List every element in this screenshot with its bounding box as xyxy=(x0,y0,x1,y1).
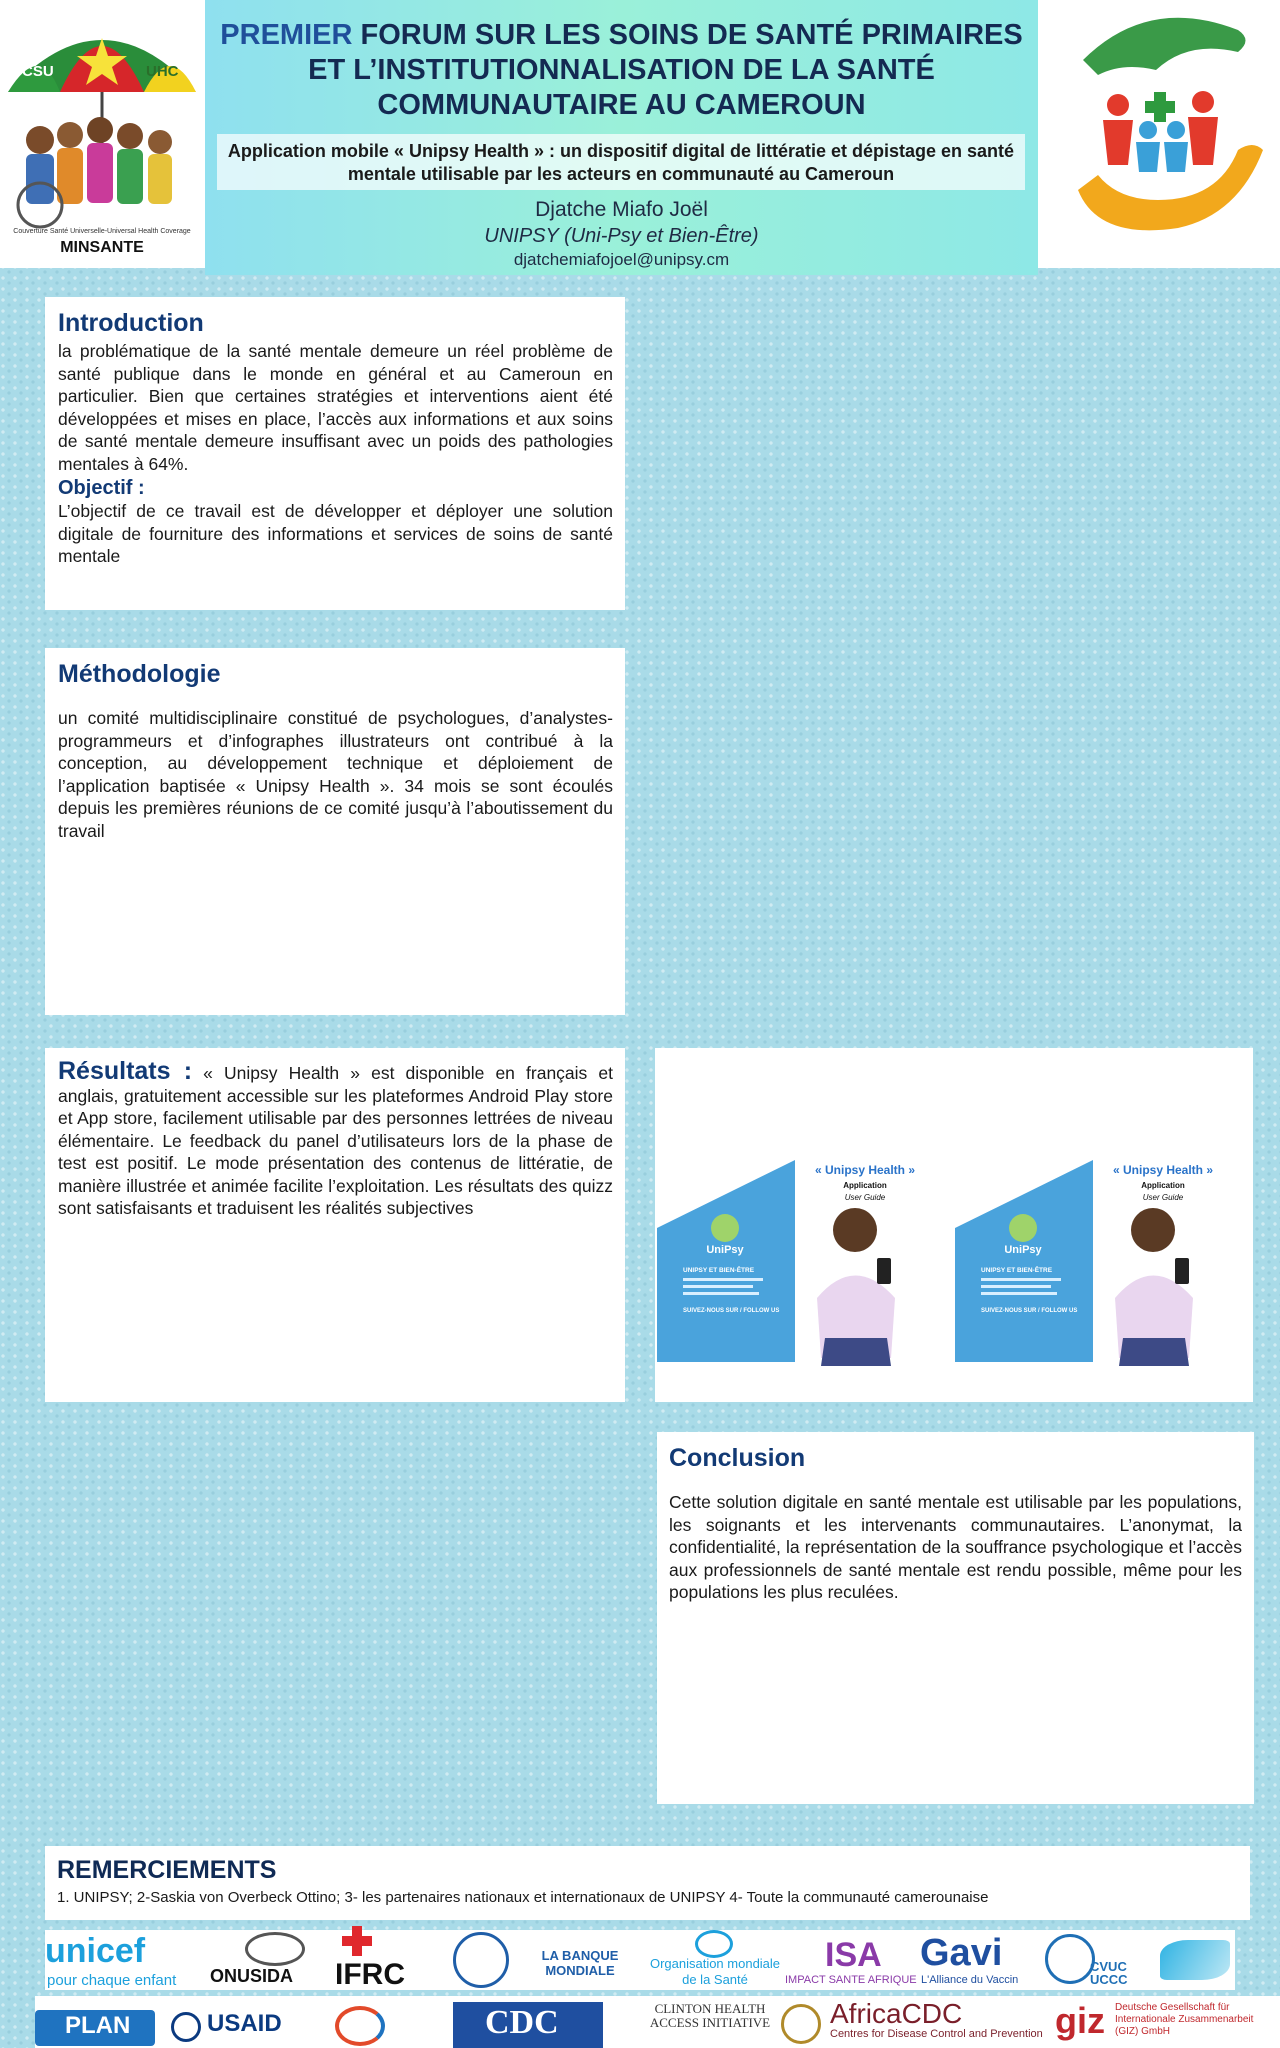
giz-tagline: Deutsche Gesellschaft für Internationale Zusammenarbeit (GIZ) GmbH xyxy=(1115,2002,1254,2037)
minsante-org: MINSANTE xyxy=(60,239,144,256)
author-email: djatchemiafojoel@unipsy.cm xyxy=(513,250,730,269)
gavi-logo: Gavi xyxy=(920,1932,1003,1974)
africacdc-tagline: Centres for Disease Control and Prevention xyxy=(830,2028,1043,2040)
uhc-text: UHC xyxy=(146,63,179,80)
app1-label: Application xyxy=(843,1181,887,1190)
introduction-title: Introduction xyxy=(58,309,204,337)
objective-text: L’objectif de ce travail est de développer et déployer une solution digitale de fourniture des informations et services de soins de santé mentale xyxy=(58,501,613,566)
app-screenshots-panel xyxy=(655,1048,1253,1402)
who-emblem-icon xyxy=(695,1930,733,1958)
poster-subtitle: Application mobile « Unipsy Health » : un dispositif digital de littératie et dépistage en santé mentale utilisable par les acteurs en communauté au Cameroun xyxy=(227,141,1015,184)
app1-guide: User Guide xyxy=(844,1193,886,1202)
introduction-panel xyxy=(45,297,625,610)
app1-org: UNIPSY ET BIEN-ÊTRE xyxy=(683,1267,755,1274)
acknowledgements-panel xyxy=(45,1846,1250,1920)
minsante-caption: Couverture Santé Universelle-Universal Health Coverage xyxy=(13,228,191,235)
app1-brand: UniPsy xyxy=(706,1244,744,1256)
app-guide-image-2 xyxy=(955,1160,1213,1366)
app2-follow: SUIVEZ-NOUS SUR / FOLLOW US xyxy=(981,1308,1078,1314)
cdc-logo: CDC xyxy=(485,2004,559,2041)
methodology-text: un comité multidisciplinaire constitué de psychologues, d’analystes-programmeurs et d’infographes illustrateurs ont contribué à la conception, au développement technique et déploiement de l’application baptisée « Unipsy Health ». 34 mois se sont écoulés depuis les premières réunions de ce comité jusqu’à l’aboutissement du travail xyxy=(58,708,613,841)
conclusion-text: Cette solution digitale en santé mentale est utilisable par les populations, les soignants et les intervenants communautaires. L’anonymat, la confidentialité, la représentation de la souffrance psychologique et l’accès aux professionnels de santé mentale est rendu possible, même pour les populations les plus reculées. xyxy=(669,1492,1242,1602)
onusida-logo: ONUSIDA xyxy=(210,1966,294,1986)
app1-follow: SUIVEZ-NOUS SUR / FOLLOW US xyxy=(683,1308,780,1314)
cvuc-emblem-icon xyxy=(1045,1934,1095,1984)
usaid-seal-icon xyxy=(171,2012,201,2042)
app2-brand: UniPsy xyxy=(1004,1244,1042,1256)
author-name: Djatche Miafo Joël xyxy=(535,198,708,221)
app1-title: « Unipsy Health » xyxy=(814,1163,916,1177)
introduction-text: la problématique de la santé mentale demeure un réel problème de santé publique dans le monde en général et au Cameroun en particulier. Bien que certaines stratégies et interventions aient été développées et mises en place, l’accès aux informations et aux soins de santé mentale demeure insuffisant avec un poids des pathologies mentales à 64%. xyxy=(58,341,613,474)
title-premier: PREMIER xyxy=(220,19,353,51)
partner-logos-row-1 xyxy=(45,1930,1235,1990)
methodology-title: Méthodologie xyxy=(58,660,221,688)
africacdc-seal-icon xyxy=(781,2004,821,2044)
africacdc-logo: AfricaCDC xyxy=(830,1998,963,2029)
results-title: Résultats : xyxy=(58,1057,193,1085)
swirl-partner-icon xyxy=(335,2006,385,2046)
poster-header xyxy=(205,0,1038,275)
csu-text: CSU xyxy=(22,63,54,80)
title-line3: COMMUNAUTAIRE AU CAMEROUN xyxy=(377,89,866,121)
methodology-panel xyxy=(45,648,625,1015)
partner-map-icon xyxy=(1160,1940,1230,1980)
app2-guide: User Guide xyxy=(1142,1193,1184,1202)
ifrc-logo: IFRC xyxy=(335,1958,405,1991)
app-guide-image-1 xyxy=(657,1160,915,1366)
app2-org: UNIPSY ET BIEN-ÊTRE xyxy=(981,1267,1053,1274)
results-text: « Unipsy Health » est disponible en français et anglais, gratuitement accessible sur les plateformes Android Play store et App store, facilement utilisable par des personnes lettrées de niveau élémentaire. Le feedback du panel d’utilisateurs lors de la phase de test est positif. Le mode présentation des contenus de littératie, de manière illustrée et animée facilite l’exploitation. Les résultats des quizz sont satisfaisants et traduisent les réalités subjectives xyxy=(58,1063,613,1218)
title-line1-rest: FORUM SUR LES SOINS DE SANTÉ PRIMAIRES xyxy=(360,19,1023,51)
chai-logo: CLINTON HEALTH ACCESS INITIATIVE xyxy=(649,2001,771,2030)
poster-title xyxy=(205,18,1038,123)
conclusion-panel xyxy=(657,1432,1254,1804)
unicef-logo: unicef xyxy=(45,1932,146,1970)
world-bank-globe-icon xyxy=(453,1932,509,1988)
conclusion-title: Conclusion xyxy=(669,1444,806,1472)
partner-logos-row-2 xyxy=(35,1996,1280,2048)
results-panel xyxy=(45,1048,625,1402)
world-bank-logo: LA BANQUE MONDIALE xyxy=(541,1948,619,1978)
giz-logo: giz xyxy=(1055,2000,1105,2041)
who-logo: Organisation mondiale de la Santé xyxy=(649,1956,781,1987)
author-affiliation: UNIPSY (Uni-Psy et Bien-Être) xyxy=(484,225,759,247)
results-paragraph xyxy=(58,1057,613,1220)
app2-label: Application xyxy=(1141,1181,1185,1190)
unicef-tagline: pour chaque enfant xyxy=(47,1972,177,1989)
objective-title: Objectif : xyxy=(58,477,145,499)
isa-logo: ISA xyxy=(825,1936,882,1974)
acknowledgements-title: REMERCIEMENTS xyxy=(57,1856,277,1884)
isa-tagline: IMPACT SANTE AFRIQUE xyxy=(785,1974,917,1986)
acknowledgements-text: 1. UNIPSY; 2-Saskia von Overbeck Ottino; 3- les partenaires nationaux et internationaux de UNIPSY 4- Toute la communauté camerounaise xyxy=(57,1889,989,1906)
onusida-ribbon-icon xyxy=(245,1932,305,1966)
community-health-logo xyxy=(1038,0,1280,268)
cvuc-logo: CVUC UCCC xyxy=(1090,1959,1128,1987)
gavi-tagline: L'Alliance du Vaccin xyxy=(921,1974,1019,1986)
plan-logo: PLAN xyxy=(65,2012,131,2039)
usaid-logo: USAID xyxy=(207,2010,282,2037)
minsante-logo xyxy=(0,0,205,268)
app2-title: « Unipsy Health » xyxy=(1112,1163,1214,1177)
title-line2: ET L’INSTITUTIONNALISATION DE LA SANTÉ xyxy=(308,54,935,86)
